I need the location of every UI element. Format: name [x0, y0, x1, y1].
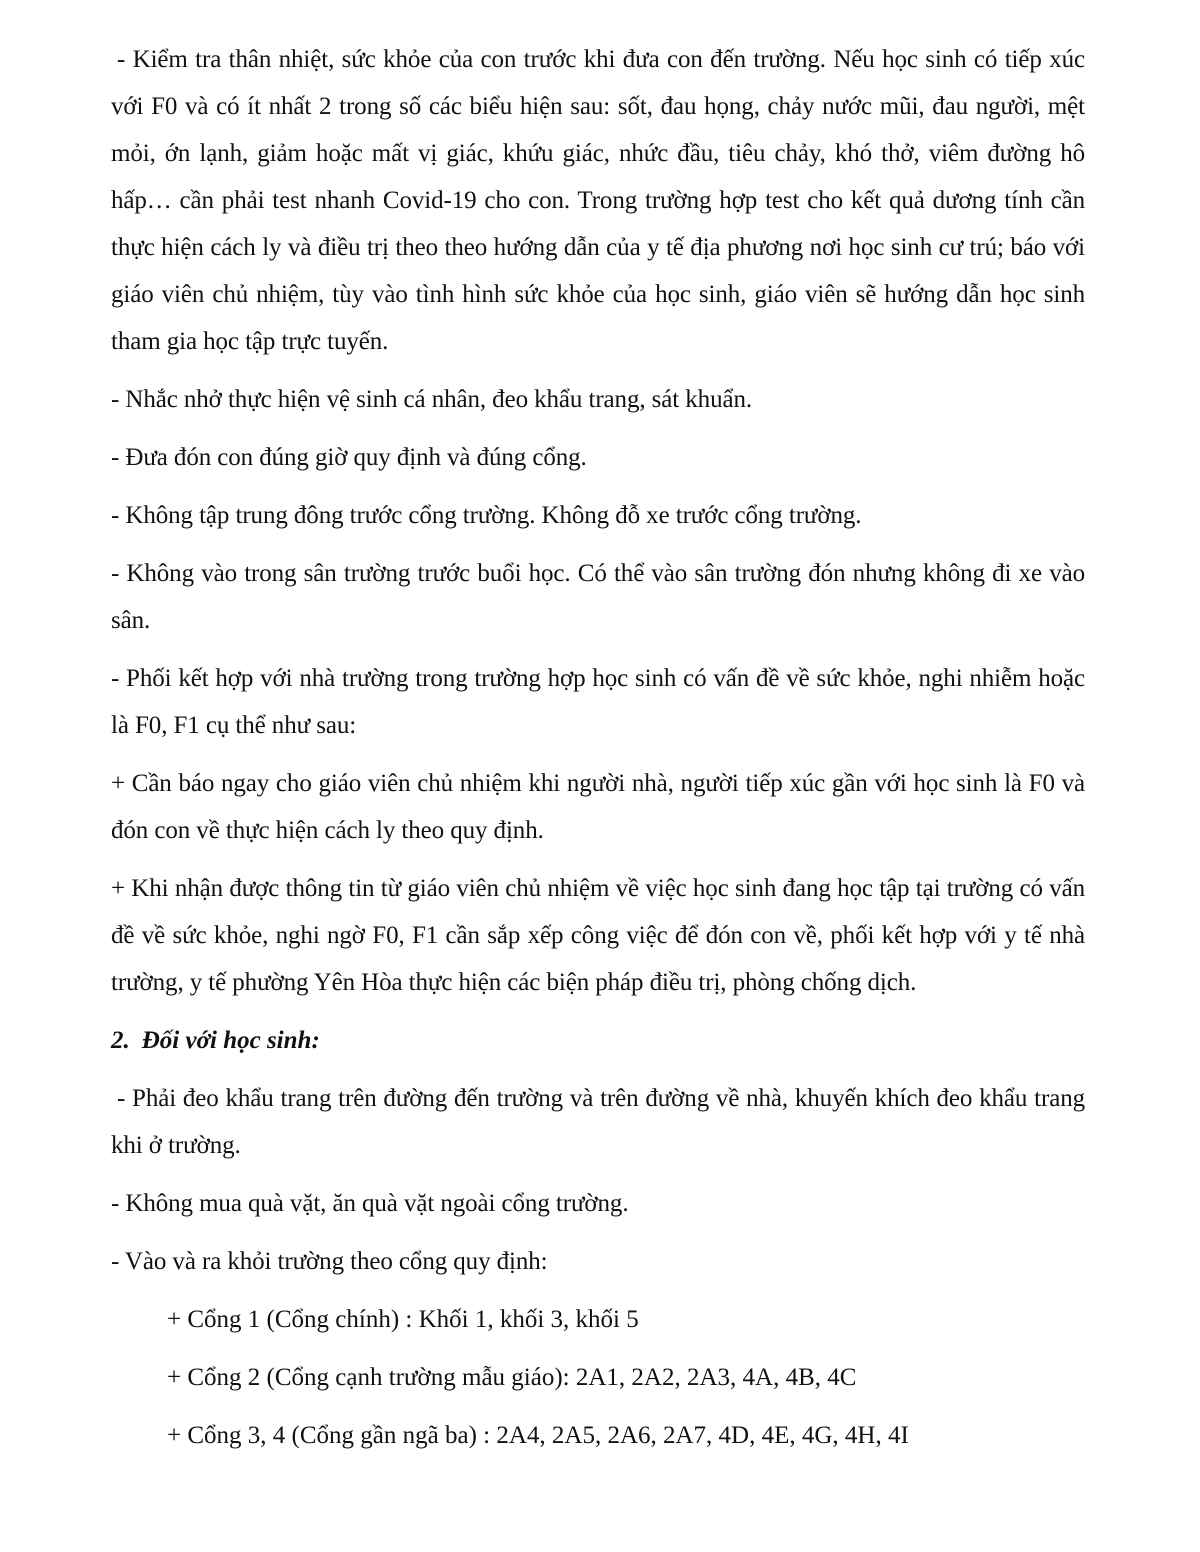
section-number: 2. [111, 1027, 130, 1054]
paragraph-pickup-time: - Đưa đón con đúng giờ quy định và đúng cổng. [111, 444, 587, 471]
section-heading-students [111, 1017, 1085, 1064]
gate-item-3-4: + Cổng 3, 4 (Cổng gần ngã ba) : 2A4, 2A5, 2A6, 2A7, 4D, 4E, 4G, 4H, 4I [167, 1422, 909, 1449]
paragraph-schoolyard-entry: - Không vào trong sân trường trước buổi học. Có thể vào sân trường đón nhưng không đi xe vào sân. [111, 560, 1085, 634]
gate-item-1: + Cổng 1 (Cổng chính) : Khối 1, khối 3, khối 5 [167, 1306, 639, 1333]
section-title: Đối với học sinh: [141, 1027, 320, 1054]
paragraph-hygiene-reminder: - Nhắc nhở thực hiện vệ sinh cá nhân, đeo khẩu trang, sát khuẩn. [111, 386, 753, 413]
gate-item-2: + Cổng 2 (Cổng cạnh trường mẫu giáo): 2A1, 2A2, 2A3, 4A, 4B, 4C [167, 1364, 857, 1391]
document-page [111, 36, 1085, 1470]
paragraph-teacher-notice: + Khi nhận được thông tin từ giáo viên chủ nhiệm về việc học sinh đang học tập tại trường có vấn đề về sức khỏe, nghi ngờ F0, F1 cần sắp xếp công việc để đón con về, phối kết hợp với y tế nhà trường, y tế phường Yên Hòa thực hiện các biện pháp điều trị, phòng chống dịch. [111, 875, 1085, 996]
paragraph-report-teacher: + Cần báo ngay cho giáo viên chủ nhiệm khi người nhà, người tiếp xúc gần với học sinh là F0 và đón con về thực hiện cách ly theo quy định. [111, 770, 1085, 844]
paragraph-no-snacks: - Không mua quà vặt, ăn quà vặt ngoài cổng trường. [111, 1190, 629, 1217]
paragraph-health-check: - Kiểm tra thân nhiệt, sức khỏe của con trước khi đưa con đến trường. Nếu học sinh có tiếp xúc với F0 và có ít nhất 2 trong số các biểu hiện sau: sốt, đau họng, chảy nước mũi, đau người, mệt mỏi, ớn lạnh, giảm hoặc mất vị giác, khứu giác, nhức đầu, tiêu chảy, khó thở, viêm đường hô hấp… cần phải test nhanh Covid-19 cho con. Trong trường hợp test cho kết quả dương tính cần thực hiện cách ly và điều trị theo theo hướng dẫn của y tế địa phương nơi học sinh cư trú; báo với giáo viên chủ nhiệm, tùy vào tình hình sức khỏe của học sinh, giáo viên sẽ hướng dẫn học sinh tham gia học tập trực tuyến. [111, 46, 1085, 355]
paragraph-no-crowding: - Không tập trung đông trước cổng trường. Không đỗ xe trước cổng trường. [111, 502, 862, 529]
paragraph-coordinate-school: - Phối kết hợp với nhà trường trong trường hợp học sinh có vấn đề về sức khỏe, nghi nhiễm hoặc là F0, F1 cụ thể như sau: [111, 665, 1085, 739]
paragraph-gate-rule: - Vào và ra khỏi trường theo cổng quy định: [111, 1248, 548, 1275]
paragraph-wear-mask: - Phải đeo khẩu trang trên đường đến trường và trên đường về nhà, khuyến khích đeo khẩu trang khi ở trường. [111, 1085, 1085, 1159]
